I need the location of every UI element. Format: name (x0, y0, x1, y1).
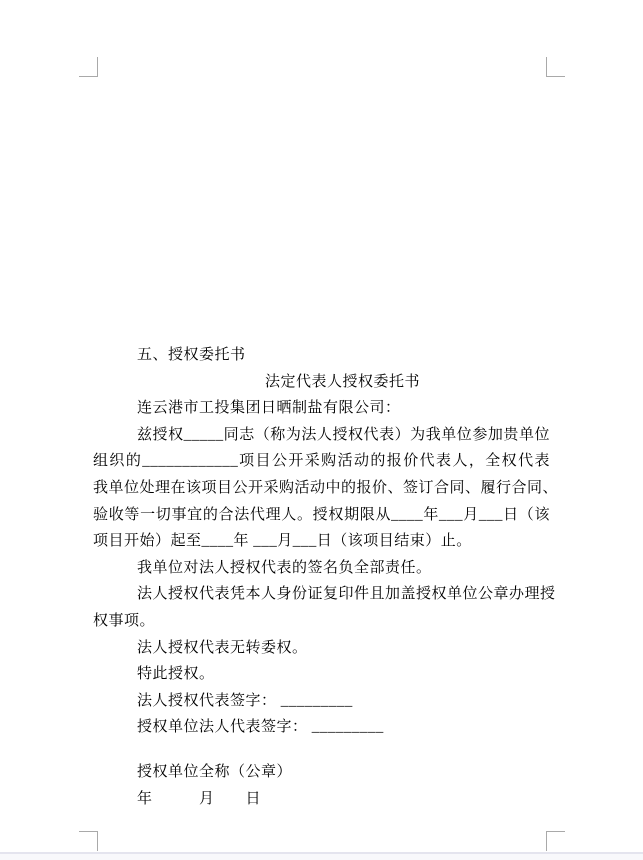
doc-title[interactable]: 法定代表人授权委托书 (264, 373, 420, 390)
crop-mark-top-right-icon (546, 57, 565, 77)
addressee-line[interactable]: 连云港市工投集团日晒制盐有限公司： (137, 400, 401, 417)
doc-line[interactable]: 项目开始）起至____年 ___月___日（该项目结束）止。 (93, 533, 472, 550)
doc-line[interactable]: 我单位对法人授权代表的签名负全部责任。 (137, 559, 432, 576)
signature-line-legal-rep[interactable]: 授权单位法人代表签字： _________ (137, 719, 384, 736)
unit-name-line[interactable]: 授权单位全称（公章） (137, 763, 293, 780)
section-heading[interactable]: 五、授权委托书 (137, 347, 246, 363)
date-line[interactable]: 年 月 日 (137, 790, 262, 807)
doc-line[interactable]: 法人授权代表无转委权。 (137, 639, 308, 656)
crop-mark-bottom-right-icon (546, 831, 565, 851)
signature-line-representative[interactable]: 法人授权代表签字： _________ (137, 692, 353, 709)
doc-line[interactable]: 法人授权代表凭本人身份证复印件且加盖授权单位公章办理授 (137, 586, 556, 603)
doc-line[interactable]: 我单位处理在该项目公开采购活动中的报价、签订合同、履行合同、 (93, 479, 559, 496)
doc-line[interactable]: 权事项。 (93, 612, 156, 629)
doc-line[interactable]: 兹授权_____同志（称为法人授权代表）为我单位参加贵单位 (137, 426, 550, 443)
doc-line[interactable]: 特此授权。 (137, 666, 215, 683)
doc-line[interactable]: 组织的____________项目公开采购活动的报价代表人，全权代表 (93, 453, 550, 470)
crop-mark-bottom-left-icon (79, 831, 98, 851)
page-bottom-edge (0, 852, 643, 860)
doc-line[interactable]: 验收等一切事宜的合法代理人。授权期限从____年___月___日（该 (93, 506, 550, 523)
blank-line (93, 741, 550, 759)
document-text-block (93, 342, 559, 812)
crop-mark-top-left-icon (79, 57, 98, 77)
